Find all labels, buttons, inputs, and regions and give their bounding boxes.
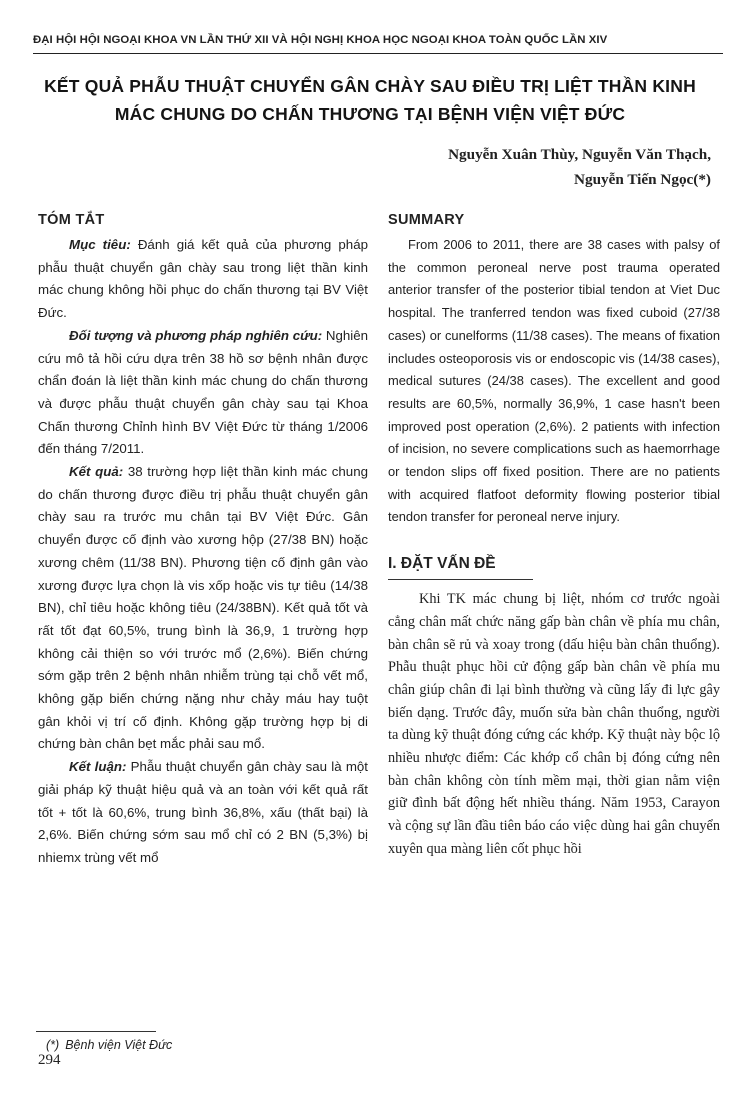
conclusion-text: Phẫu thuật chuyển gân chày sau là một giải pháp kỹ thuật hiệu quả và an toàn với kết quả rất tốt + tốt là 60,6%, trung bình 36,8%, xấu (thất bại) là 2,6%. Biến chứng sớm sau mổ chỉ có 2 BN (5,3%) bị nhiemx trùng vết mổ: [38, 759, 368, 865]
article-title-line1: KẾT QUẢ PHẪU THUẬT CHUYỂN GÂN CHÀY SAU ĐIỀU TRỊ LIỆT THẦN KINH: [44, 76, 696, 96]
authors-line2: Nguyễn Tiến Ngọc(*): [574, 171, 711, 188]
author-list: [291, 142, 711, 192]
abstract-results: [38, 461, 368, 756]
abstract-objective: [38, 234, 368, 325]
running-header: ĐẠI HỘI HỘI NGOẠI KHOA VN LẦN THỨ XII VÀ HỘI NGHỊ KHOA HỌC NGOẠI KHOA TOÀN QUỐC LẦN XIV: [33, 34, 608, 46]
summary-heading: SUMMARY: [388, 212, 465, 228]
objective-label: Mục tiêu:: [69, 237, 131, 252]
article-title: [40, 72, 700, 128]
section-1-text: Khi TK mác chung bị liệt, nhóm cơ trước ngoài cẳng chân mất chức năng gấp bàn chân về phía mu chân, bàn chân sẽ rủ và xoay trong (dấu hiệu bàn chân thuổng). Phẫu thuật phục hồi cử động gấp bàn chân về phía mu chân giúp chân đi lại bình thường và cũng lấy đi lực gây biến dạng. Trước đây, muốn sửa bàn chân thuổng, người ta dùng kỹ thuật đóng cứng các khớp. Kỹ thuật này bộc lộ nhiều nhược điểm: Các khớp cổ chân bị đóng cứng nên bàn chân không còn tính mềm mại, thời gian nằm viện giữ đình bất động hết nhiều tháng. Năm 1953, Carayon và cộng sự lần đầu tiên báo cáo việc dùng hai gân chuyển xuyên qua màng liên cốt phục hồi: [388, 591, 720, 857]
right-column: [388, 209, 720, 861]
results-text: 38 trường hợp liệt thần kinh mác chung do chấn thương được điều trị phẫu thuật chuyển gân chày sau ra trước mu chân tại BV Việt Đức. Gân chuyển được cố định vào xương hộp (27/38 BN) hoặc xương chêm (11/38 BN). Phương tiện cố định gân vào xương được lựa chọn là vis xốp hoặc vis tự tiêu (14/38 BN), chỉ tiêu hoặc không tiêu (24/38BN). Kết quả tốt và rất tốt đạt 60,5%, trung bình là 36,9, 1 trường hợp không cải thiện so với trước mổ (2,6%). Biến chứng sớm gặp trên 2 bệnh nhân nhiễm trùng tại chỗ vết mổ, không gặp biến chứng nặng như chảy máu hay tuột gân khỏi vị trí cố định. Không gặp trường hợp bị di chứng bàn chân bẹt mắc phải sau mổ.: [38, 464, 368, 752]
authors-line1: Nguyễn Xuân Thùy, Nguyễn Văn Thạch,: [448, 146, 711, 163]
footnote-mark: (*): [46, 1038, 60, 1052]
abstract-conclusion: [38, 756, 368, 870]
header-rule: [33, 53, 723, 54]
results-label: Kết quả:: [69, 464, 124, 480]
section-1-heading: I. ĐẶT VẤN ĐỀ: [388, 555, 496, 573]
page-number: 294: [38, 1052, 61, 1068]
objective-text: Đánh giá kết quả của phương pháp phẫu thuật chuyển gân chày sau trong liệt thần kinh mác chung không hồi phục do chấn thương tại BV Việt Đức.: [38, 237, 368, 321]
methods-text: Nghiên cứu mô tả hồi cứu dựa trên 38 hồ sơ bệnh nhân được chẩn đoán là liệt thần kinh mác chung do chấn thương và được phẫu thuật chuyển gân chày sau tại Khoa Chấn thương Chỉnh hình BV Việt Đức từ tháng 1/2006 đến tháng 7/2011.: [38, 327, 368, 457]
summary-text: From 2006 to 2011, there are 38 cases with palsy of the common peroneal nerve post trauma operated anterior transfer of the posterior tibial tendon at Viet Duc hospital. The tranferred tendon was fixed cuboid (27/38 cases) or cunelforms (11/38 cases). The means of fixation includes osteoporosis vis or endoscopic vis (14/38 cases), medical sutures (24/38 cases). The excellent and good results are 60,5%, normally 36,9%, 1 case hasn't been improved post operation (2,6%). 2 patients with infection of incision, no severe complications such as haemorrhage or tendon slips off fixed position. There are no patients with acquired flatfoot deformity flowing posterior tibial tendon transfer for peroneal nerve injury.: [388, 237, 720, 525]
methods-label: Đối tượng và phương pháp nghiên cứu:: [69, 327, 323, 343]
section-1-rule: [388, 579, 533, 580]
article-title-line2: MÁC CHUNG DO CHẤN THƯƠNG TẠI BỆNH VIỆN VIỆT ĐỨC: [114, 104, 626, 124]
abstract-vi-heading: TÓM TẮT: [38, 212, 105, 228]
abstract-vi-column: [38, 209, 368, 870]
abstract-methods: [38, 325, 368, 461]
conclusion-label: Kết luận:: [69, 759, 127, 775]
footnote: [46, 1038, 172, 1052]
footnote-text: Bệnh viện Việt Đức: [65, 1038, 173, 1052]
footnote-rule: [36, 1031, 156, 1032]
